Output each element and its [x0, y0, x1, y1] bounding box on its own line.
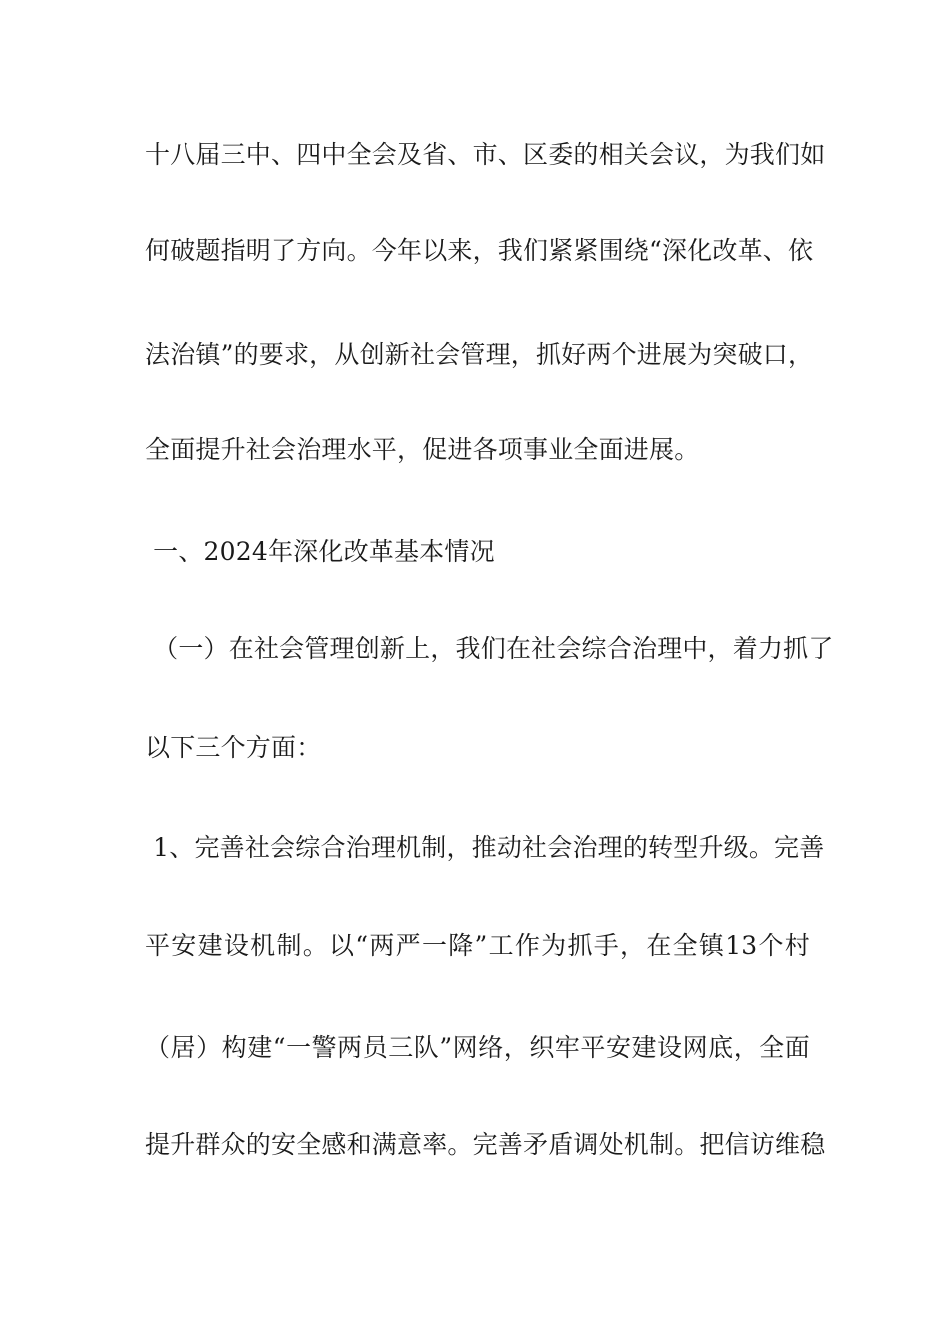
- item-line-1: 1、完善社会综合治理机制，推动社会治理的转型升级。完善: [145, 833, 825, 862]
- subsection-heading-line-2: 以下三个方面：: [145, 733, 322, 762]
- paragraph-line-3: 法治镇”的要求，从创新社会管理，抓好两个进展为突破口，: [145, 340, 814, 369]
- paragraph-line-2: 何破题指明了方向。今年以来，我们紧紧围绕“深化改革、依: [145, 236, 814, 265]
- paragraph-line-1: 十八届三中、四中全会及省、市、区委的相关会议，为我们如: [145, 140, 826, 169]
- subsection-heading-line-1: （一）在社会管理创新上，我们在社会综合治理中，着力抓了: [145, 634, 834, 663]
- section-heading: 一、2024年深化改革基本情况: [145, 537, 495, 566]
- paragraph-line-4: 全面提升社会治理水平，促进各项事业全面进展。: [145, 435, 700, 464]
- item-line-3: （居）构建“一警两员三队”网络，织牢平安建设网底，全面: [145, 1033, 810, 1062]
- item-line-2: 平安建设机制。以“两严一降”工作为抓手，在全镇13个村: [145, 931, 810, 960]
- item-line-4: 提升群众的安全感和满意率。完善矛盾调处机制。把信访维稳: [145, 1130, 826, 1159]
